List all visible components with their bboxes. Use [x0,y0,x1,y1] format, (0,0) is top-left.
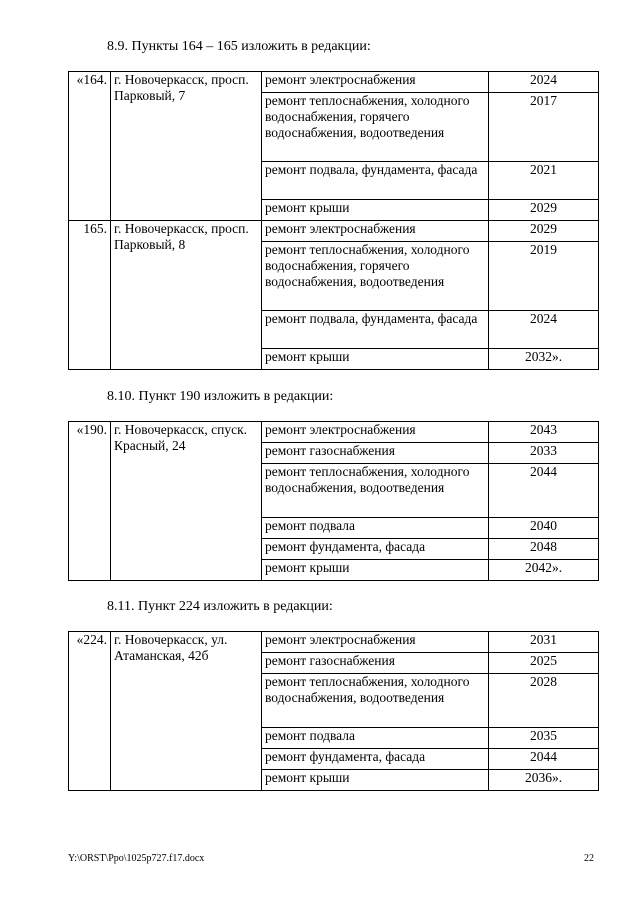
table-item-190 [68,421,599,581]
table-row [69,221,599,242]
work-year: 2029 [489,200,599,221]
work-name: ремонт подвала, фундамента, фасада [262,162,489,200]
work-year: 2031 [489,632,599,653]
work-year: 2035 [489,728,599,749]
work-year: 2044 [489,749,599,770]
work-year: 2029 [489,221,599,242]
work-year: 2017 [489,93,599,162]
work-year: 2032». [489,349,599,370]
work-name: ремонт электроснабжения [262,422,489,443]
item-number: «164. [69,72,111,221]
work-name: ремонт газоснабжения [262,443,489,464]
footer-page-number: 22 [584,853,594,864]
work-name: ремонт подвала [262,728,489,749]
work-year: 2019 [489,242,599,311]
work-name: ремонт теплоснабжения, холодного водоснабжения, горячего водоснабжения, водоотведения [262,242,489,311]
work-name: ремонт крыши [262,200,489,221]
work-name: ремонт электроснабжения [262,632,489,653]
item-number: 165. [69,221,111,370]
work-year: 2024 [489,311,599,349]
item-address: г. Новочеркасск, просп. Парковый, 7 [111,72,262,221]
work-year: 2025 [489,653,599,674]
work-year: 2043 [489,422,599,443]
work-name: ремонт теплоснабжения, холодного водоснабжения, водоотведения [262,464,489,518]
table-items-164-165 [68,71,599,370]
footer-file-path: Y:\ORST\Ppo\1025p727.f17.docx [68,853,205,864]
item-number: «190. [69,422,111,581]
section-heading-8-9: 8.9. Пункты 164 – 165 изложить в редакции: [107,39,371,54]
work-name: ремонт теплоснабжения, холодного водоснабжения, водоотведения [262,674,489,728]
work-name: ремонт электроснабжения [262,72,489,93]
work-name: ремонт газоснабжения [262,653,489,674]
work-year: 2048 [489,539,599,560]
section-heading-8-10: 8.10. Пункт 190 изложить в редакции: [107,389,334,404]
work-name: ремонт электроснабжения [262,221,489,242]
item-address: г. Новочеркасск, ул. Атаманская, 42б [111,632,262,791]
work-name: ремонт фундамента, фасада [262,539,489,560]
work-year: 2028 [489,674,599,728]
item-address: г. Новочеркасск, просп. Парковый, 8 [111,221,262,370]
work-year: 2036». [489,770,599,791]
table-item-224 [68,631,599,791]
item-address: г. Новочеркасск, спуск. Красный, 24 [111,422,262,581]
item-number: «224. [69,632,111,791]
work-year: 2044 [489,464,599,518]
work-year: 2021 [489,162,599,200]
work-name: ремонт фундамента, фасада [262,749,489,770]
work-name: ремонт крыши [262,349,489,370]
work-name: ремонт крыши [262,770,489,791]
section-heading-8-11: 8.11. Пункт 224 изложить в редакции: [107,599,333,614]
work-year: 2033 [489,443,599,464]
work-name: ремонт подвала [262,518,489,539]
work-year: 2024 [489,72,599,93]
work-year: 2042». [489,560,599,581]
table-row [69,72,599,93]
work-name: ремонт крыши [262,560,489,581]
table-row [69,632,599,653]
table-row [69,422,599,443]
work-name: ремонт теплоснабжения, холодного водоснабжения, горячего водоснабжения, водоотведения [262,93,489,162]
work-name: ремонт подвала, фундамента, фасада [262,311,489,349]
work-year: 2040 [489,518,599,539]
